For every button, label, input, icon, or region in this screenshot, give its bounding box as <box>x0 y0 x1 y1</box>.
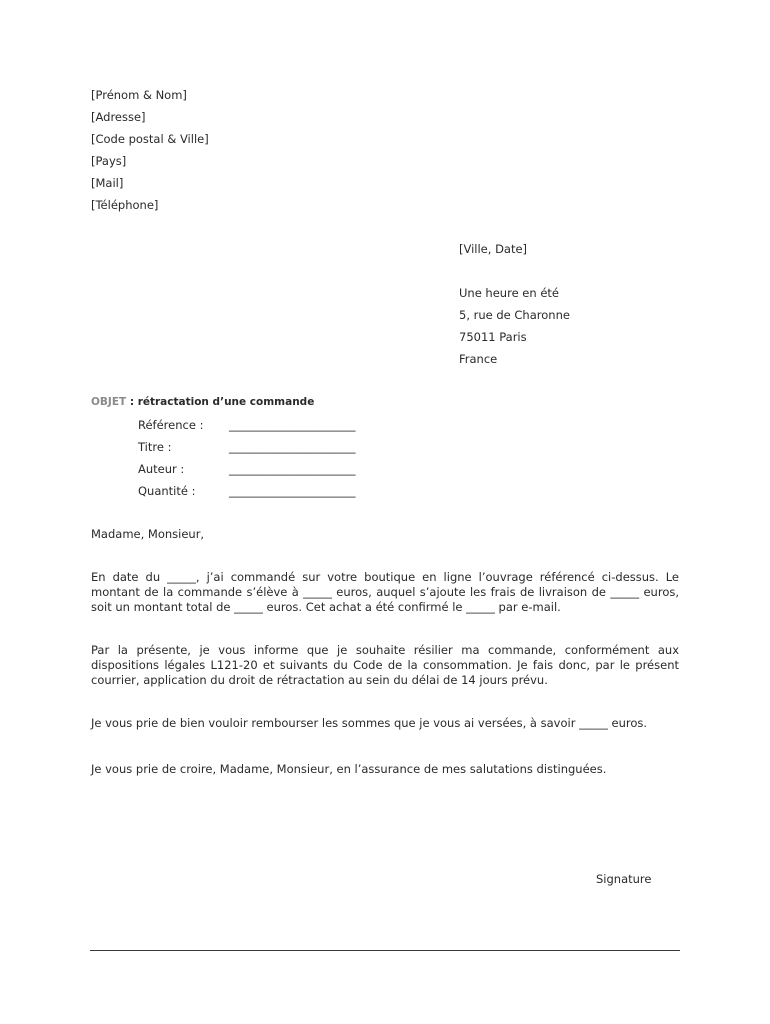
salutation: Madame, Monsieur, <box>91 527 205 541</box>
field-blank: ______________________ <box>229 418 356 432</box>
paragraph-withdrawal: Par la présente, je vous informe que je souhaite résilier ma commande, conformément aux dispositions légales L121-20 et suivants du Code de la consommation. Je fais donc, par le présent courrier, application du droit de rétractation au sein du délai de 14 jours prévu. <box>91 643 679 687</box>
sender-postal-city: [Code postal & Ville] <box>91 132 209 146</box>
field-blank: ______________________ <box>229 484 356 498</box>
object-key: OBJET <box>91 396 127 408</box>
recipient-country: France <box>459 352 498 366</box>
recipient-postal-city: 75011 Paris <box>459 330 527 344</box>
object-line <box>91 394 314 410</box>
signature: Signature <box>596 872 652 886</box>
field-blank: ______________________ <box>229 440 356 454</box>
field-label: Auteur : <box>138 462 185 476</box>
sender-name: [Prénom & Nom] <box>91 88 187 102</box>
recipient-block <box>459 284 570 372</box>
footer-divider <box>90 950 680 951</box>
sender-country: [Pays] <box>91 154 127 168</box>
field-label: Référence : <box>138 418 204 432</box>
recipient-street: 5, rue de Charonne <box>459 308 570 322</box>
paragraph-closing: Je vous prie de croire, Madame, Monsieur, en l’assurance de mes salutations distinguées. <box>91 762 607 776</box>
field-label: Quantité : <box>138 484 196 498</box>
sender-phone: [Téléphone] <box>91 198 159 212</box>
object-separator: : <box>126 396 138 408</box>
object-value: rétractation d’une commande <box>137 396 315 408</box>
field-label: Titre : <box>138 440 172 454</box>
sender-address: [Adresse] <box>91 110 146 124</box>
sender-mail: [Mail] <box>91 176 124 190</box>
sender-block <box>91 86 209 218</box>
letter-date: [Ville, Date] <box>459 242 528 256</box>
paragraph-order-details: En date du _____, j’ai commandé sur votre boutique en ligne l’ouvrage référencé ci-dessus. Le montant de la commande s’élève à _____ euros, auquel s’ajoute les frais de livraison de _____ euros, soit un montant total de _____ euros. Cet achat a été confirmé le _____ par e-mail. <box>91 570 679 614</box>
paragraph-refund: Je vous prie de bien vouloir rembourser les sommes que je vous ai versées, à savoir _____ euros. <box>91 716 648 730</box>
recipient-company: Une heure en été <box>459 286 559 300</box>
field-blank: ______________________ <box>229 462 356 476</box>
